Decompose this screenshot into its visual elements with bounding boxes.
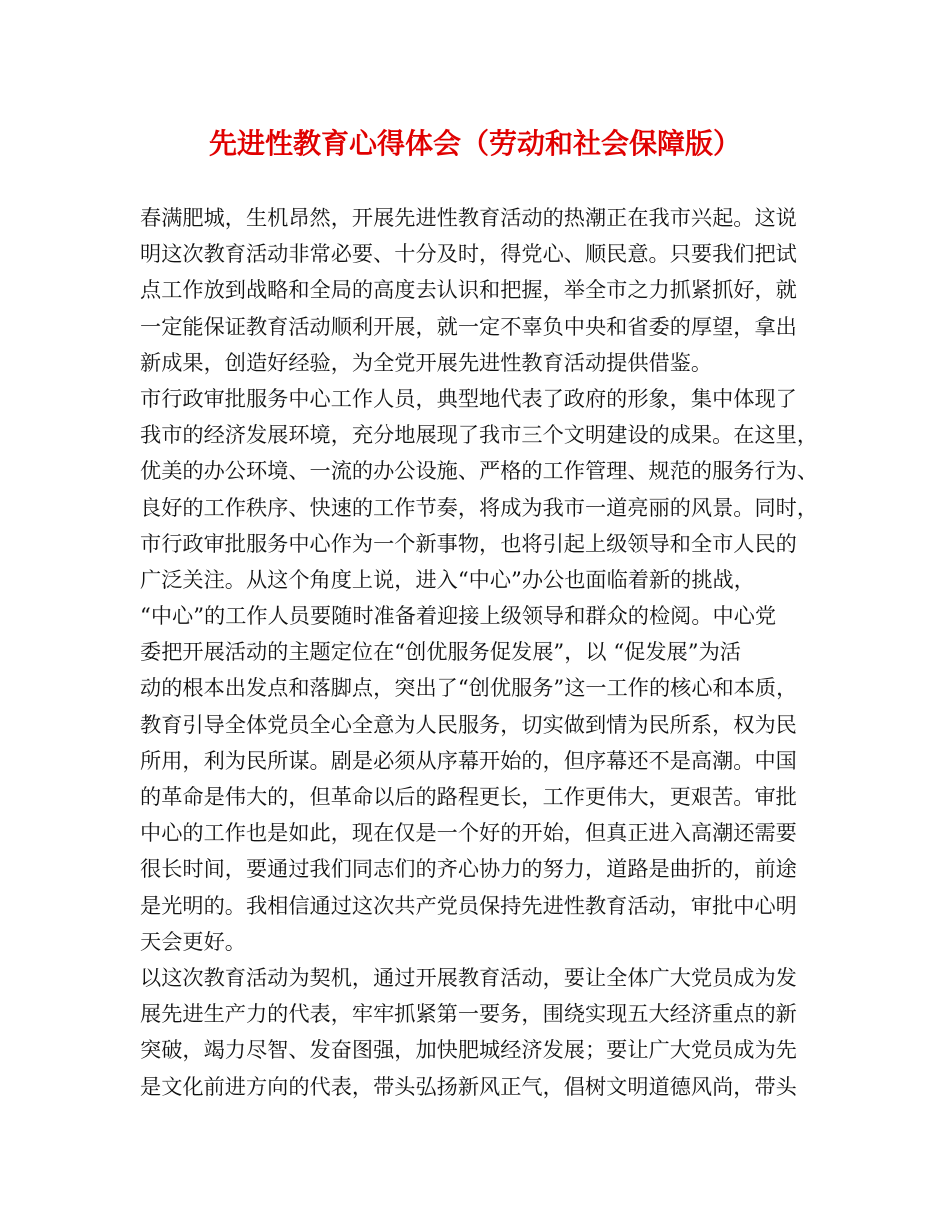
text-line: 以这次教育活动为契机，通过开展教育活动，要让全体广大党员成为发: [140, 964, 797, 990]
text-line: 天会更好。: [140, 928, 246, 954]
text-line: 所用，利为民所谋。剧是必须从序幕开始的，但序幕还不是高潮。中国: [140, 747, 797, 773]
text-line: 是文化前进方向的代表，带头弘扬新风正气，倡树文明道德风尚，带头: [140, 1073, 797, 1099]
document-body: [140, 200, 830, 1105]
text-line: 是光明的。我相信通过这次共产党员保持先进性教育活动，审批中心明: [140, 892, 797, 918]
text-line: 新成果，创造好经验，为全党开展先进性教育活动提供借鉴。: [140, 349, 713, 375]
text-line: 中心的工作也是如此，现在仅是一个好的开始，但真正进入高潮还需要: [140, 820, 797, 846]
text-line: 春满肥城，生机昂然，开展先进性教育活动的热潮正在我市兴起。这说: [140, 205, 797, 230]
text-line: 教育引导全体党员全心全意为人民服务，切实做到情为民所系，权为民: [140, 711, 797, 737]
document-title: 先进性教育心得体会（劳动和社会保障版）: [208, 127, 741, 160]
text-line: 委把开展活动的主题定位在“创优服务促发展”，以 “促发展”为活: [140, 639, 741, 665]
text-line: “中心”的工作人员要随时准备着迎接上级领导和群众的检阅。中心党: [140, 603, 777, 629]
text-line: 突破，竭力尽智、发奋图强，加快肥城经济发展；要让广大党员成为先: [140, 1037, 797, 1063]
text-line: 优美的办公环境、一流的办公设施、严格的工作管理、规范的服务行为、: [140, 458, 819, 484]
text-line: 明这次教育活动非常必要、十分及时，得党心、顺民意。只要我们把试: [140, 241, 797, 267]
text-line: 展先进生产力的代表，牢牢抓紧第一要务，围绕实现五大经济重点的新: [140, 1001, 797, 1027]
text-line: 我市的经济发展环境，充分地展现了我市三个文明建设的成果。在这里，: [140, 422, 819, 448]
text-line: 良好的工作秩序、快速的工作节奏，将成为我市一道亮丽的风景。同时，: [140, 494, 819, 520]
text-line: 很长时间，要通过我们同志们的齐心协力的努力，道路是曲折的，前途: [140, 856, 797, 882]
text-line: 市行政审批服务中心工作人员，典型地代表了政府的形象，集中体现了: [140, 385, 797, 411]
text-line: 点工作放到战略和全局的高度去认识和把握，举全市之力抓紧抓好，就: [140, 277, 797, 303]
text-line: 动的根本出发点和落脚点，突出了“创优服务”这一工作的核心和本质，: [140, 675, 798, 701]
text-line: 广泛关注。从这个角度上说，进入“中心”办公也面临着新的挑战，: [140, 566, 755, 592]
text-line: 一定能保证教育活动顺利开展，就一定不辜负中央和省委的厚望，拿出: [140, 313, 797, 339]
text-line: 的革命是伟大的，但革命以后的路程更长，工作更伟大，更艰苦。审批: [140, 784, 797, 809]
text-line: 市行政审批服务中心作为一个新事物，也将引起上级领导和全市人民的: [140, 530, 797, 556]
